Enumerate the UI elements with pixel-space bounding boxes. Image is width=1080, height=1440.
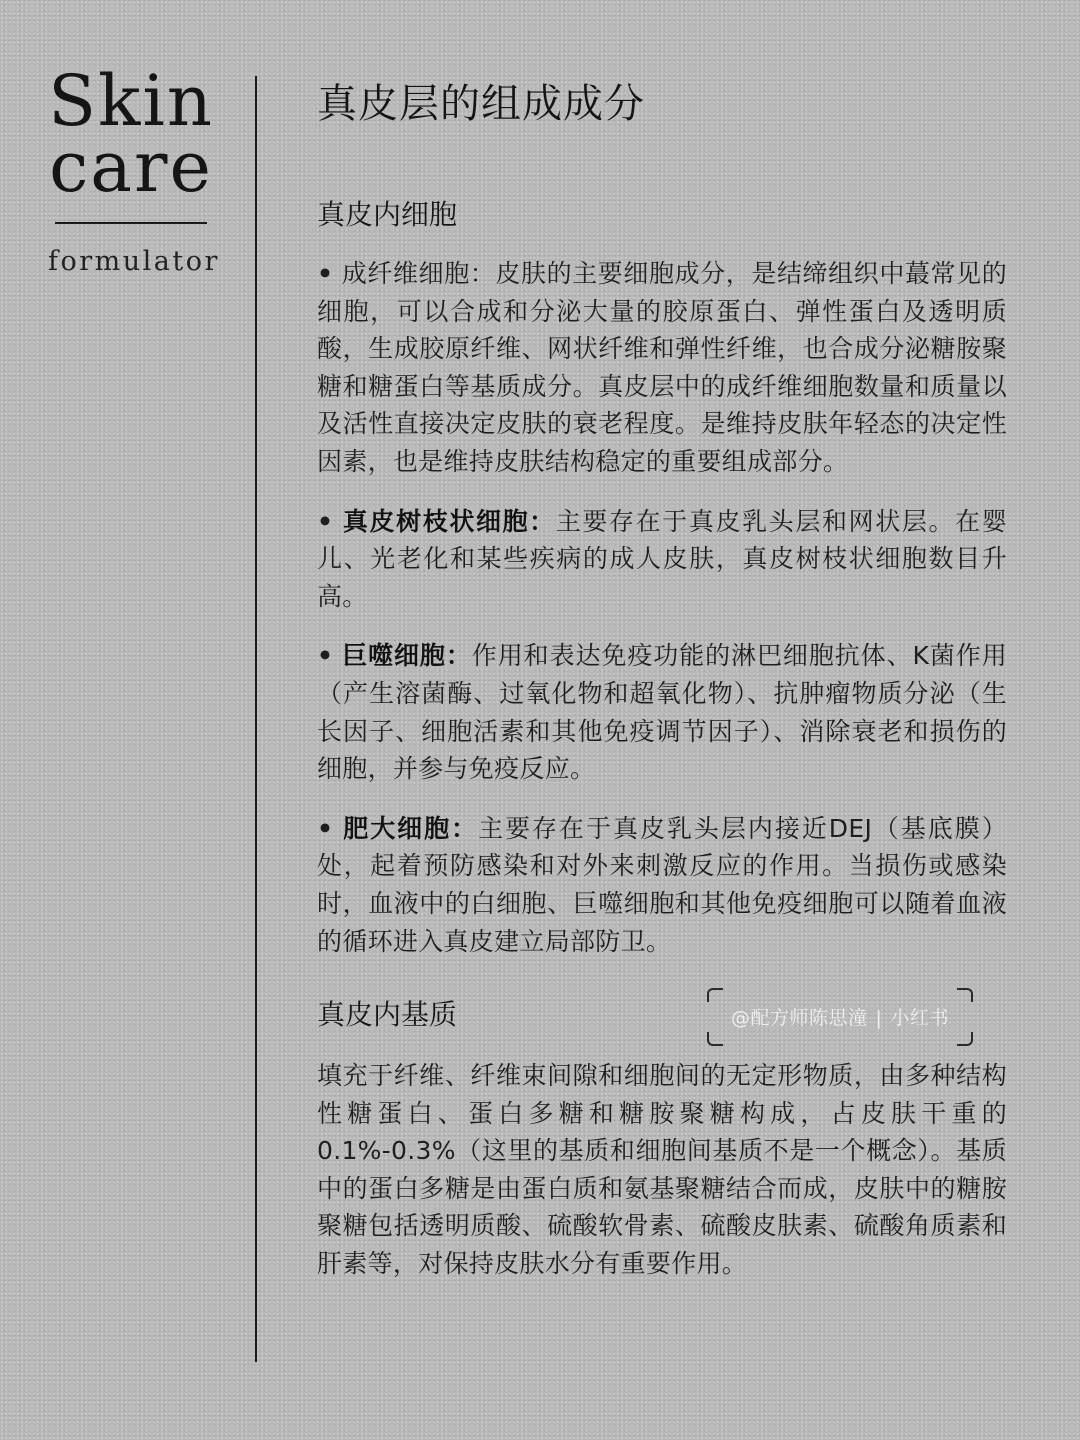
paragraph-fibroblast	[317, 255, 1007, 481]
main-content	[317, 78, 1007, 1283]
page-title: 真皮层的组成成分	[317, 81, 645, 127]
vertical-divider	[255, 76, 257, 1362]
brand-subtitle: formulator	[48, 246, 220, 277]
brand-divider	[55, 222, 207, 224]
bullet-mark: •	[317, 813, 334, 843]
paragraph-macrophage	[317, 637, 1007, 787]
text-macrophage: 作用和表达免疫功能的淋巴细胞抗体、K菌作用（产生溶菌酶、过氧化物和超氧化物）、抗肿瘤物质分泌（生长因子、细胞活素和其他免疫调节因子）、消除衰老和损伤的细胞，并参与免疫反应。	[317, 641, 1007, 784]
paragraph-dendritic-cell	[317, 503, 1007, 616]
section-title-dermal-cells: 真皮内细胞	[317, 198, 458, 231]
watermark-author: @配方师陈思潼	[731, 1007, 868, 1029]
text-mast-cell: 主要存在于真皮乳头层内接近DEJ（基底膜）处，起着预防感染和对外来刺激反应的作用。当损伤或感染时，血液中的白细胞、巨噬细胞和其他免疫细胞可以随着血液的循环进入真皮建立局部防卫。	[317, 813, 1007, 956]
term-macrophage: 巨噬细胞：	[342, 641, 472, 671]
watermark-platform: 小红书	[890, 1007, 949, 1029]
term-fibroblast: 成纤维细胞：	[341, 259, 496, 288]
brand-logo	[48, 60, 220, 277]
bullet-mark: •	[317, 506, 334, 536]
watermark-separator: |	[875, 1007, 883, 1029]
section-title-dermal-matrix: 真皮内基质	[317, 998, 458, 1032]
watermark-corner	[957, 988, 973, 1002]
bullet-mark: •	[317, 641, 334, 671]
watermark-text	[707, 1003, 973, 1030]
brand-word-skin: Skin	[48, 60, 214, 142]
paragraph-mast-cell	[317, 810, 1007, 960]
watermark-corner	[957, 1032, 973, 1046]
brand-word-care: care	[49, 126, 213, 208]
term-mast-cell: 肥大细胞：	[343, 813, 479, 843]
watermark-corner	[707, 1032, 723, 1046]
bullet-mark: •	[317, 259, 334, 288]
text-fibroblast: 皮肤的主要细胞成分，是结缔组织中蕞常见的细胞，可以合成和分泌大量的胶原蛋白、弹性蛋白及透明质酸，生成胶原纤维、网状纤维和弹性纤维，也合成分泌糖胺聚糖和糖蛋白等基质成分。真皮层中的成纤维细胞数量和质量以及活性直接决定皮肤的衰老程度。是维持皮肤年轻态的决定性因素，也是维持皮肤结构稳定的重要组成部分。	[317, 259, 1007, 476]
text-dendritic-cell: 主要存在于真皮乳头层和网状层。在婴儿、光老化和某些疾病的成人皮肤，真皮树枝状细胞数目升高。	[317, 506, 1008, 611]
paragraph-dermal-matrix: 填充于纤维、纤维束间隙和细胞间的无定形物质，由多种结构性糖蛋白、蛋白多糖和糖胺聚糖构成，占皮肤干重的0.1%-0.3%（这里的基质和细胞间基质不是一个概念）。基质中的蛋白多糖是由蛋白质和氨基聚糖结合而成，皮肤中的糖胺聚糖包括透明质酸、硫酸软骨素、硫酸皮肤素、硫酸角质素和肝素等，对保持皮肤水分有重要作用。	[317, 1061, 1007, 1279]
watermark-corner	[707, 988, 723, 1002]
term-dendritic-cell: 真皮树枝状细胞：	[342, 506, 556, 536]
watermark	[707, 988, 973, 1046]
